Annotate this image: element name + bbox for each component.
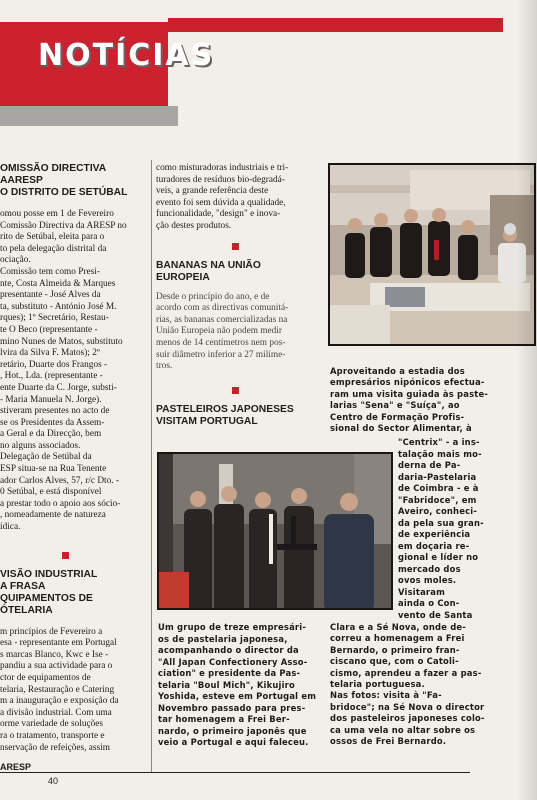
text-line: gional e líder no — [398, 552, 479, 562]
text-line: menos de 14 centímetros nem pos- — [156, 337, 286, 348]
caption-line: Yoshida, esteve em Portugal em — [158, 691, 317, 701]
caption-line: acompanhando o director da — [158, 645, 299, 655]
section-marker-square — [232, 243, 239, 250]
text-line: se os Presidentes da Assem- — [0, 417, 105, 428]
text-line: suir diâmetro inferior a 27 milíme- — [156, 349, 286, 360]
text-line: nte, Costa Almeida & Marques — [0, 278, 116, 289]
text-line: acordo com as directivas comunitá- — [156, 303, 289, 314]
section-marker-square — [62, 552, 69, 559]
text-line: Nas fotos: visita à "Fa- — [330, 690, 442, 701]
text-line: ador Carlos Alves, 57, r/c Dto. - — [0, 475, 120, 486]
footer-rule — [0, 772, 470, 773]
text-line: , nomeadamente de natureza — [0, 510, 106, 521]
text-line: Bernardo, o primeiro fran- — [330, 644, 460, 655]
text-line: to pela delegação distrital da — [0, 243, 107, 254]
text-line: turadores de resíduos bio-degradá- — [156, 174, 285, 185]
text-line: m princípios de Fevereiro a — [0, 626, 103, 637]
text-line: te O Beco (representante - — [0, 324, 98, 335]
text-line: - Maria Manuela N. Jorge). — [0, 394, 102, 405]
caption-line: Novembro passado para pres- — [158, 702, 306, 713]
caption-line: veio a Portugal e aqui faleceu. — [158, 737, 309, 747]
text-line: nservação de refeições, assim — [0, 742, 110, 753]
text-line: no alguns associados. — [0, 440, 81, 451]
text-line: bridoce"; na Sé Nova o director — [330, 701, 485, 712]
text-line: telaria portuguesa. — [330, 679, 425, 690]
text-line: ciscano que, com o Catoli- — [330, 656, 459, 667]
section-title: NOTÍCIAS — [38, 38, 215, 73]
header-grey-band — [0, 106, 178, 126]
text-line: Centro de Formação Profis- — [330, 411, 465, 422]
text-line: ossos de Frei Bernardo. — [330, 736, 447, 747]
photo-fabridoce-image — [330, 165, 536, 346]
text-line: pandiu a sua actividade para o — [0, 661, 113, 672]
heading-frasa: VISÃO INDUSTRIAL A FRASA QUIPAMENTOS DE ÓTELARIA — [0, 568, 98, 616]
column-3-narrow — [398, 437, 520, 621]
text-line: mino Nunes de Matos, substituto — [0, 336, 123, 347]
text-line: , Hot., Lda. (representante - — [0, 371, 103, 382]
text-line: empresários nipónicos efectua- — [330, 377, 485, 388]
text-line: Clara e a Sé Nova, onde de- — [330, 622, 466, 632]
text-line: presentante - José Alves da — [0, 290, 101, 301]
text-line: de experiência — [398, 529, 471, 539]
text-line: da pela sua gran- — [398, 517, 484, 528]
text-line: como misturadoras industriais e tri- — [156, 163, 289, 173]
caption-line: nardo, o primeiro japonês que — [158, 725, 307, 736]
section-marker-square — [232, 387, 239, 394]
text-line: retário, Duarte dos Frangos - — [0, 359, 108, 370]
text-line: a divisão industrial. Com uma — [0, 707, 112, 718]
photo-fabridoce-visit — [328, 163, 536, 346]
article-visit-narrow — [398, 437, 520, 621]
text-line: ctor de equipamentos de — [0, 673, 91, 683]
text-line: Comissão tem como Presi- — [0, 266, 100, 277]
text-line: funcionalidade, "design" e inova- — [156, 209, 281, 220]
text-line: talação mais mo- — [398, 448, 482, 459]
text-line: omou posse em 1 de Fevereiro — [0, 209, 114, 219]
article-visit-body — [330, 366, 520, 434]
text-line: sional do Sector Alimentar, à — [330, 423, 472, 434]
text-line: ra o tratamento, transporte e — [0, 730, 105, 741]
text-line: evento foi sem dúvida a qualidade, — [156, 197, 286, 208]
text-line: "Centrix" - a ins- — [398, 437, 480, 447]
caption-line: os de pastelaria japonesa, — [158, 633, 288, 644]
page-number: 40 — [48, 776, 59, 786]
text-line: rias, as bananas comercializadas na — [156, 314, 288, 325]
article-visit-bottom — [330, 622, 520, 747]
text-line: m a inauguração e exposição da — [0, 696, 119, 707]
article-frasa-continued — [156, 163, 318, 233]
text-line: dos pasteleiros japoneses colo- — [330, 713, 485, 724]
text-line: ESP situa-se na Rua Tenente — [0, 464, 107, 475]
caption-line: "All Japan Confectionery Asso- — [158, 656, 308, 667]
text-line: 0 Setúbal, e está disponível — [0, 487, 102, 498]
column-divider — [151, 160, 152, 772]
text-line: veis, a grande referência deste — [156, 186, 269, 197]
caption-japanese-confectioners — [158, 622, 323, 749]
text-line: cismo, aprendeu a fazer a pas- — [330, 667, 482, 678]
text-line: vento de Santa — [398, 609, 473, 620]
text-line: a prestar todo o apoio aos sócio- — [0, 498, 121, 509]
text-line: tros. — [156, 361, 173, 372]
photo-se-nova-image — [159, 454, 393, 610]
text-line: rques); 1º Secretário, Restau- — [0, 313, 109, 324]
text-line: derna de Pa- — [398, 460, 461, 470]
text-line: rito de Setúbal, eleita para o — [0, 232, 105, 243]
caption-line: ciation" e presidente da Pas- — [158, 668, 301, 678]
text-line: orme variedade de soluções — [0, 719, 103, 730]
photo-caption — [158, 622, 323, 749]
text-line: mercado dos — [398, 563, 461, 574]
text-line: correu a homenagem a Frei — [330, 633, 465, 644]
text-line: ociação. — [0, 255, 31, 266]
text-line: "Fabridoce", em — [398, 494, 477, 505]
caption-line: tar homenagem a Frei Ber- — [158, 714, 290, 724]
header-red-bar — [168, 18, 503, 32]
text-line: ente Duarte da C. Jorge, substi- — [0, 382, 117, 393]
page-edge-shadow — [517, 0, 537, 800]
text-line: Visitaram — [398, 586, 446, 597]
heading-pasteleiros: PASTELEIROS JAPONESES VISITAM PORTUGAL — [156, 403, 294, 427]
photo-se-nova-ceremony — [157, 452, 393, 610]
text-line: ainda o Con- — [398, 598, 460, 608]
text-line: ovos moles. — [398, 575, 457, 585]
text-line: Aveiro, conheci- — [398, 506, 478, 516]
text-line: lvira da Silva F. Matos); 2º — [0, 348, 100, 359]
text-line: Comissão Directiva da ARESP no — [0, 220, 127, 231]
caption-line: telaria "Boul Mich", Kikujiro — [158, 679, 295, 690]
text-line: ta, substituto - António José M. — [0, 301, 117, 312]
text-line: daria-Pastelaria — [398, 471, 477, 482]
text-line: União Europeia não podem medir — [156, 326, 282, 337]
footer-publication: ARESP — [0, 762, 32, 772]
text-line: larias "Sena" e "Suíça", ao — [330, 400, 460, 411]
text-line: ídica. — [0, 522, 21, 533]
text-line: s marcas Blanco, Kwc e Ise - — [0, 649, 109, 660]
text-line: ca uma vela no altar sobre os — [330, 724, 476, 735]
text-line: a Geral e da Direcção, bem — [0, 429, 102, 440]
text-line: em doçaria re- — [398, 540, 470, 551]
article-comissao-body — [0, 209, 148, 534]
heading-bananas: BANANAS NA UNIÃO EUROPEIA — [156, 259, 261, 283]
column-2-top — [156, 163, 318, 428]
text-line: Aproveitando a estadia dos — [330, 366, 465, 376]
text-line: ram uma visita guiada às paste- — [330, 388, 489, 399]
text-line: de Coimbra - e à — [398, 483, 479, 493]
column-1 — [0, 163, 148, 754]
text-line: Delegação de Setúbal da — [0, 452, 92, 463]
column-3 — [330, 366, 520, 434]
heading-comissao: OMISSÃO DIRECTIVA AARESP O DISTRITO DE SETÚBAL — [0, 163, 128, 198]
text-line: ção destes produtos. — [156, 220, 232, 231]
column-3-bottom — [330, 622, 520, 747]
caption-line: Um grupo de treze empresári- — [158, 622, 306, 632]
article-bananas-body — [156, 292, 318, 373]
text-line: esa - representante em Portugal — [0, 638, 117, 649]
article-frasa-body — [0, 627, 148, 755]
text-line: telaria, Restauração e Catering — [0, 684, 115, 695]
text-line: Desde o princípio do ano, e de — [156, 291, 270, 302]
text-line: stiveram presentes no acto de — [0, 406, 110, 417]
